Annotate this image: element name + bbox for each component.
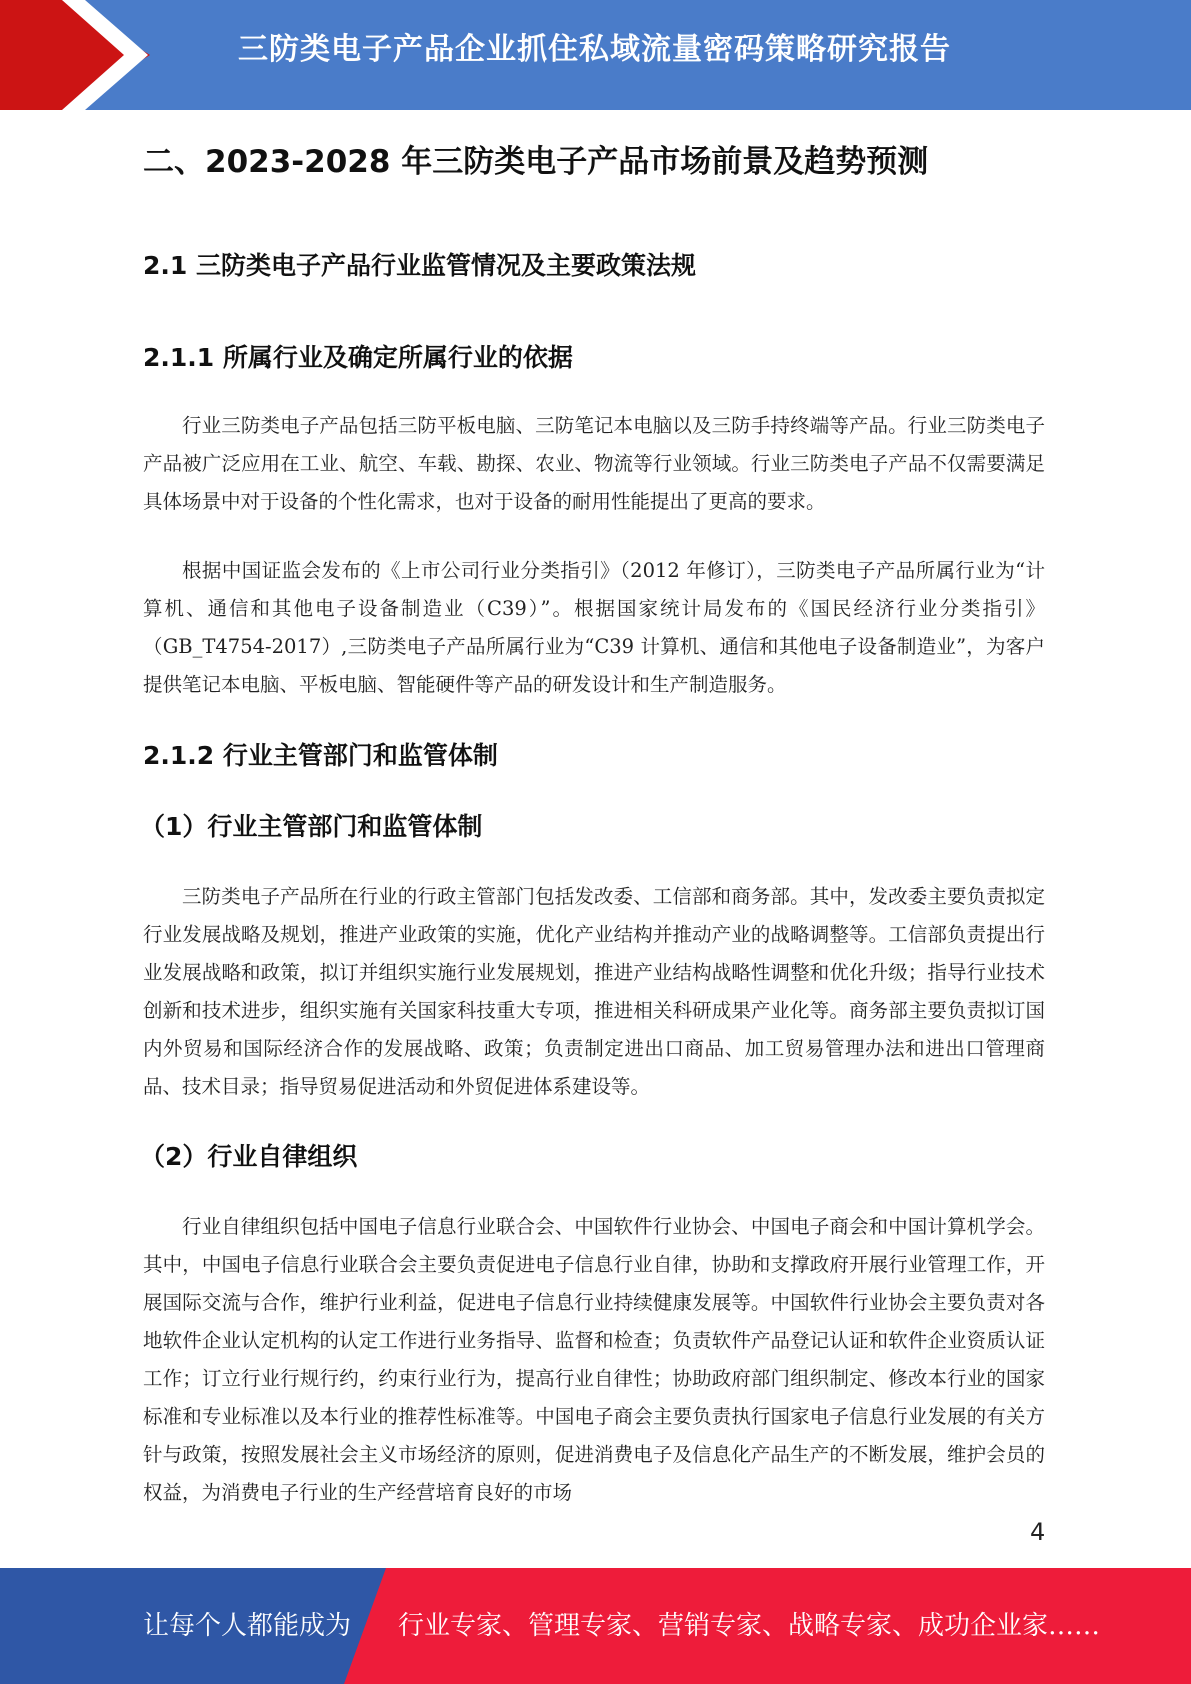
footer-banner (0, 1568, 1191, 1684)
header-banner (0, 0, 1191, 110)
subsection-heading-2-1: 2.1 三防类电子产品行业监管情况及主要政策法规 (143, 251, 696, 280)
paragraph-industry-intro: 行业三防类电子产品包括三防平板电脑、三防笔记本电脑以及三防手持终端等产品。行业三防类电子产品被广泛应用在工业、航空、车载、勘探、农业、物流等行业领域。行业三防类电子产品不仅需要满足具体场景中对于设备的个性化需求，也对于设备的耐用性能提出了更高的要求。 (143, 414, 1045, 513)
subsection-heading-2-1-2: 2.1.2 行业主管部门和监管体制 (143, 741, 498, 770)
paragraph-industry-classification: 根据中国证监会发布的《上市公司行业分类指引》（2012 年修订），三防类电子产品所属行业为“计算机、通信和其他电子设备制造业（C39）”。根据国家统计局发布的《国民经济行业分类指引》（GB_T4754-2017）,三防类电子产品所属行业为“C39 计算机、通信和其他电子设备制造业”，为客户提供笔记本电脑、平板电脑、智能硬件等产品的研发设计和生产制造服务。 (143, 559, 1045, 696)
report-title: 三防类电子产品企业抓住私域流量密码策略研究报告 (238, 32, 951, 67)
section-heading: 二、2023-2028 年三防类电子产品市场前景及趋势预测 (143, 144, 929, 180)
page-number: 4 (1030, 1518, 1046, 1546)
footer-slogan-left: 让每个人都能成为 (143, 1611, 352, 1641)
paragraph-regulators: 三防类电子产品所在行业的行政主管部门包括发改委、工信部和商务部。其中，发改委主要负责拟定行业发展战略及规划，推进产业政策的实施，优化产业结构并推动产业的战略调整等。工信部负责提出行业发展战略和政策，拟订并组织实施行业发展规划，推进产业结构战略性调整和优化升级；指导行业技术创新和技术进步，组织实施有关国家科技重大专项，推进相关科研成果产业化等。商务部主要负责拟订国内外贸易和国际经济合作的发展战略、政策；负责制定进出口商品、加工贸易管理办法和进出口管理商品、技术目录；指导贸易促进活动和外贸促进体系建设等。 (143, 885, 1045, 1098)
subsection-heading-2-1-1: 2.1.1 所属行业及确定所属行业的依据 (143, 343, 573, 372)
footer-slogan-right: 行业专家、管理专家、营销专家、战略专家、成功企业家…… (398, 1611, 1101, 1641)
paragraph-self-regulation: 行业自律组织包括中国电子信息行业联合会、中国软件行业协会、中国电子商会和中国计算机学会。其中，中国电子信息行业联合会主要负责促进电子信息行业自律，协助和支撑政府开展行业管理工作，开展国际交流与合作，维护行业利益，促进电子信息行业持续健康发展等。中国软件行业协会主要负责对各地软件企业认定机构的认定工作进行业务指导、监督和检查；负责软件产品登记认证和软件企业资质认证工作；订立行业行规行约，约束行业行为，提高行业自律性；协助政府部门组织制定、修改本行业的国家标准和专业标准以及本行业的推荐性标准等。中国电子商会主要负责执行国家电子信息行业发展的有关方针与政策，按照发展社会主义市场经济的原则，促进消费电子及信息化产品生产的不断发展，维护会员的权益，为消费电子行业的生产经营培育良好的市场 (143, 1215, 1045, 1504)
item-heading-self-regulation: （2）行业自律组织 (140, 1142, 358, 1171)
item-heading-regulators: （1）行业主管部门和监管体制 (140, 812, 483, 841)
